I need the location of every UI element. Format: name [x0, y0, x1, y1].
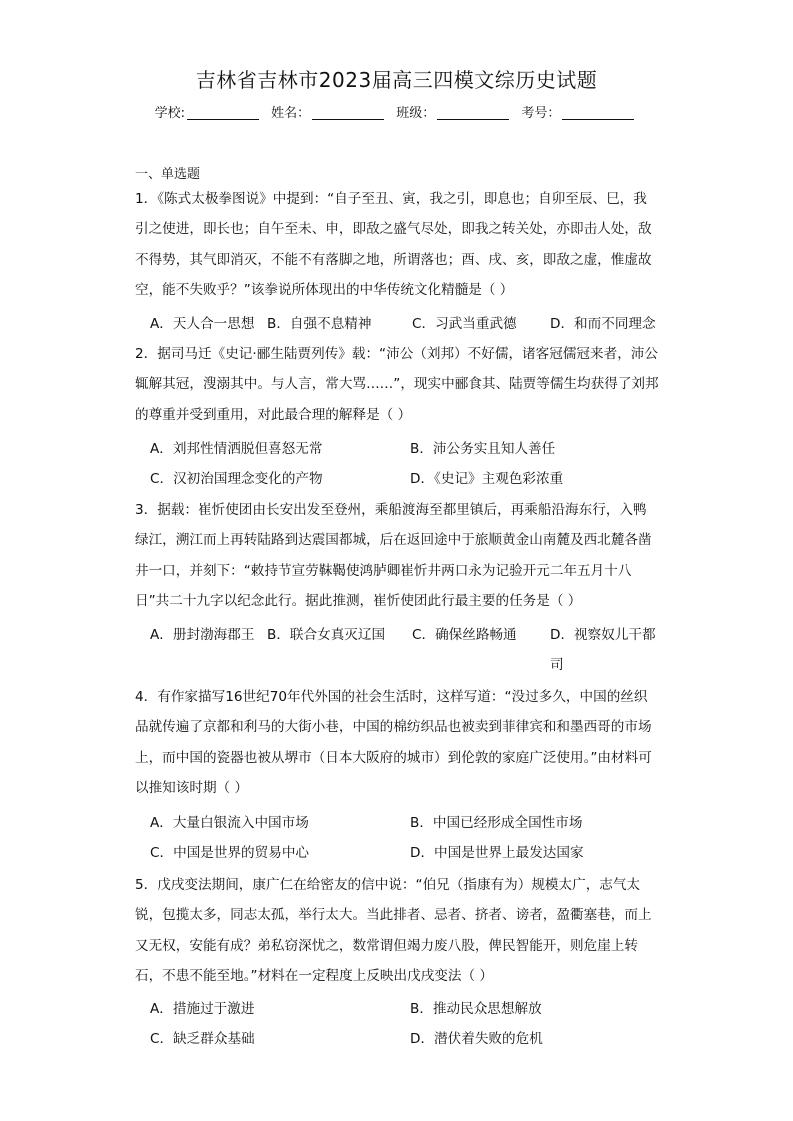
question-4-stem: 4．有作家描写16世纪70年代外国的社会生活时，这样写道：“没过多久，中国的丝织品就传遍了京都和利马的大街小巷，中国的棉纺织品也被卖到菲律宾和和墨西哥的市场上，而中国的瓷器也被从堺市（日本大阪府的城市）到伦敦的家庭广泛使用。”由材料可以推知该时期（ ） [135, 689, 652, 796]
page-title: 吉林省吉林市2023届高三四模文综历史试题 [195, 68, 598, 92]
q2-option-b[interactable]: B．沛公务实且知人善任 [410, 441, 556, 457]
q1-option-c[interactable]: C．习武当重武德 [412, 316, 517, 332]
question-1-stem: 1．《陈式太极拳图说》中提到：“自子至丑、寅，我之引，即息也；自卯至辰、巳，我引之使进，即长也；自午至未、申，即敌之盛气尽处，即我之转关处，亦即击人处，敌不得势，其气即消灭，不能不有落脚之地，所谓落也；酉、戌、亥，即敌之虚，惟虚故空，能不失败乎？”该拳说所体现出的中华传统文化精髓是（ ） [135, 191, 652, 298]
question-5-stem: 5．戊戌变法期间，康广仁在给密友的信中说：“伯兄（指康有为）规模太广，志气太锐，包揽太多，同志太孤，举行太大。当此排者、忌者、挤者、谤者，盈衢塞巷，而上又无权，安能有成？弟私窃深忧之，数常谓但竭力废八股，俾民智能开，则危崖上转石，不患不能至地。”材料在一定程度上反映出戊戌变法（ ） [135, 877, 652, 984]
question-2-stem: 2．据司马迁《史记·郦生陆贾列传》载：“沛公（刘邦）不好儒，诸客冠儒冠来者，沛公辄解其冠，溲溺其中。与人言，常大骂……”，现实中郦食其、陆贾等儒生均获得了刘邦的尊重并受到重用，对此最合理的解释是（ ） [135, 346, 659, 423]
q4-option-b[interactable]: B．中国已经形成全国性市场 [410, 815, 583, 831]
q2-option-a[interactable]: A．刘邦性情洒脱但喜怒无常 [150, 441, 323, 457]
student-info-row [0, 102, 793, 121]
q5-option-d[interactable]: D．潜伏着失败的危机 [410, 1031, 543, 1048]
question-2-options [150, 434, 660, 495]
question-1-options [150, 309, 660, 339]
q3-option-c[interactable]: C．确保丝路畅通 [412, 627, 517, 643]
class-blank[interactable] [437, 105, 509, 120]
school-blank[interactable] [187, 105, 259, 120]
q2-option-d[interactable]: D．《史记》主观色彩浓重 [410, 471, 564, 488]
q5-option-b[interactable]: B．推动民众思想解放 [410, 1001, 542, 1017]
name-label: 姓名： [271, 106, 311, 121]
q3-option-d[interactable]: D．视察奴儿干都司 [550, 627, 656, 674]
question-3-options [150, 620, 660, 674]
class-label: 班级： [396, 106, 436, 121]
q1-option-a[interactable]: A．天人合一思想 [150, 316, 255, 332]
question-5-options [150, 994, 660, 1055]
q5-option-a[interactable]: A．措施过于激进 [150, 1001, 255, 1017]
q1-option-b[interactable]: B．自强不息精神 [267, 316, 372, 332]
q4-option-a[interactable]: A．大量白银流入中国市场 [150, 815, 309, 831]
section-heading: 一、单选题 [135, 167, 201, 182]
q4-option-d[interactable]: D．中国是世界上最发达国家 [410, 845, 584, 862]
q5-option-c[interactable]: C．缺乏群众基础 [150, 1031, 255, 1048]
exam-number-label: 考号： [521, 106, 561, 121]
q3-option-a[interactable]: A．册封渤海郡王 [150, 627, 255, 643]
q1-option-d[interactable]: D．和而不同理念 [550, 316, 656, 332]
question-4-options [150, 808, 660, 869]
q4-option-c[interactable]: C．中国是世界的贸易中心 [150, 845, 310, 862]
question-3-stem: 3．据载：崔忻使团由长安出发至登州，乘船渡海至都里镇后，再乘船沿海东行，入鸭绿江，溯江而上再转陆路到达震国都城，后在返回途中于旅顺黄金山南麓及西北麓各凿井一口，并刻下：“敕持节宣劳靺鞨使鸿胪卿崔忻井两口永为记验开元二年五月十八日”共二十九字以纪念此行。据此推测，崔忻使团此行最主要的任务是（ ） [135, 502, 652, 609]
school-label: 学校: [154, 106, 185, 121]
name-blank[interactable] [312, 105, 384, 120]
exam-number-blank[interactable] [562, 105, 634, 120]
q2-option-c[interactable]: C．汉初治国理念变化的产物 [150, 471, 323, 488]
q3-option-b[interactable]: B．联合女真灭辽国 [267, 627, 386, 643]
